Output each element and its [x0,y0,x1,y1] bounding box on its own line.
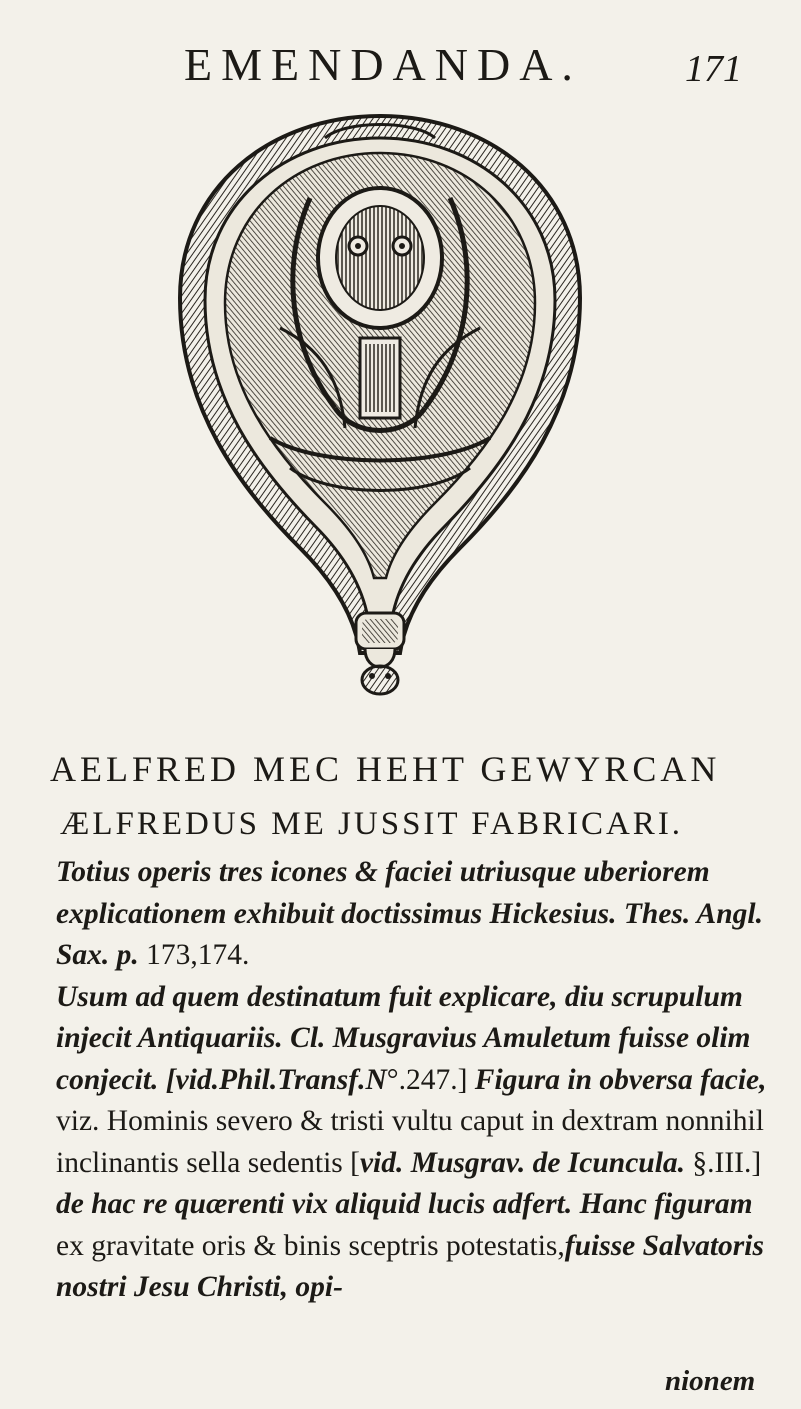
paragraph-2-part-4: viz. Hominis severo & tristi vultu caput in dextram nonnihil inclinantis sella sedentis [ [56,1105,764,1179]
running-head [0,40,801,90]
paragraph-2-part-7: de hac re quærenti vix aliquid lucis adfert. Hanc figuram [56,1188,753,1220]
paragraph-2 [56,977,776,1309]
latin-inscription: ÆLFREDUS ME JUSSIT FABRICARI. [60,806,684,842]
running-title: EMENDANDA. [184,39,582,90]
paragraph-2-part-8: ex gravitate oris & binis sceptris potestatis, [56,1229,565,1262]
paragraph-2-part-2: °.247.] [386,1063,468,1096]
paragraph-1-pages: 173,174. [146,939,250,971]
paragraph-2-part-9: fuisse Salvatoris nostri Jesu Christi, opi- [56,1229,764,1303]
body-text [56,852,776,1309]
amulet-engraving-svg [160,108,600,708]
paragraph-2-part-6: §.III.] [685,1146,762,1179]
catchword: nionem [665,1365,756,1397]
paragraph-2-part-5: vid. Musgrav. de Icuncula. [359,1146,686,1179]
amulet-engraving [160,108,600,708]
runic-inscription: AELFRED MEC HEHT GEWYRCAN [50,749,721,789]
paragraph-1 [56,852,776,977]
paragraph-2-part-1: Usum ad quem destinatum fuit explicare, diu scrupulum injecit Antiquariis. Cl. Musgravius Amuletum fuisse olim conjecit. [vid.Phil.Transf.N [56,980,751,1096]
page-number: 171 [685,48,742,90]
paragraph-1-main: Totius operis tres icones & faciei utriusque uberiorem explicationem exhibuit doctissimus Hickesius. Thes. Angl. Sax. p. [56,856,763,971]
paragraph-2-part-3: Figura in obversa facie, [474,1063,767,1096]
